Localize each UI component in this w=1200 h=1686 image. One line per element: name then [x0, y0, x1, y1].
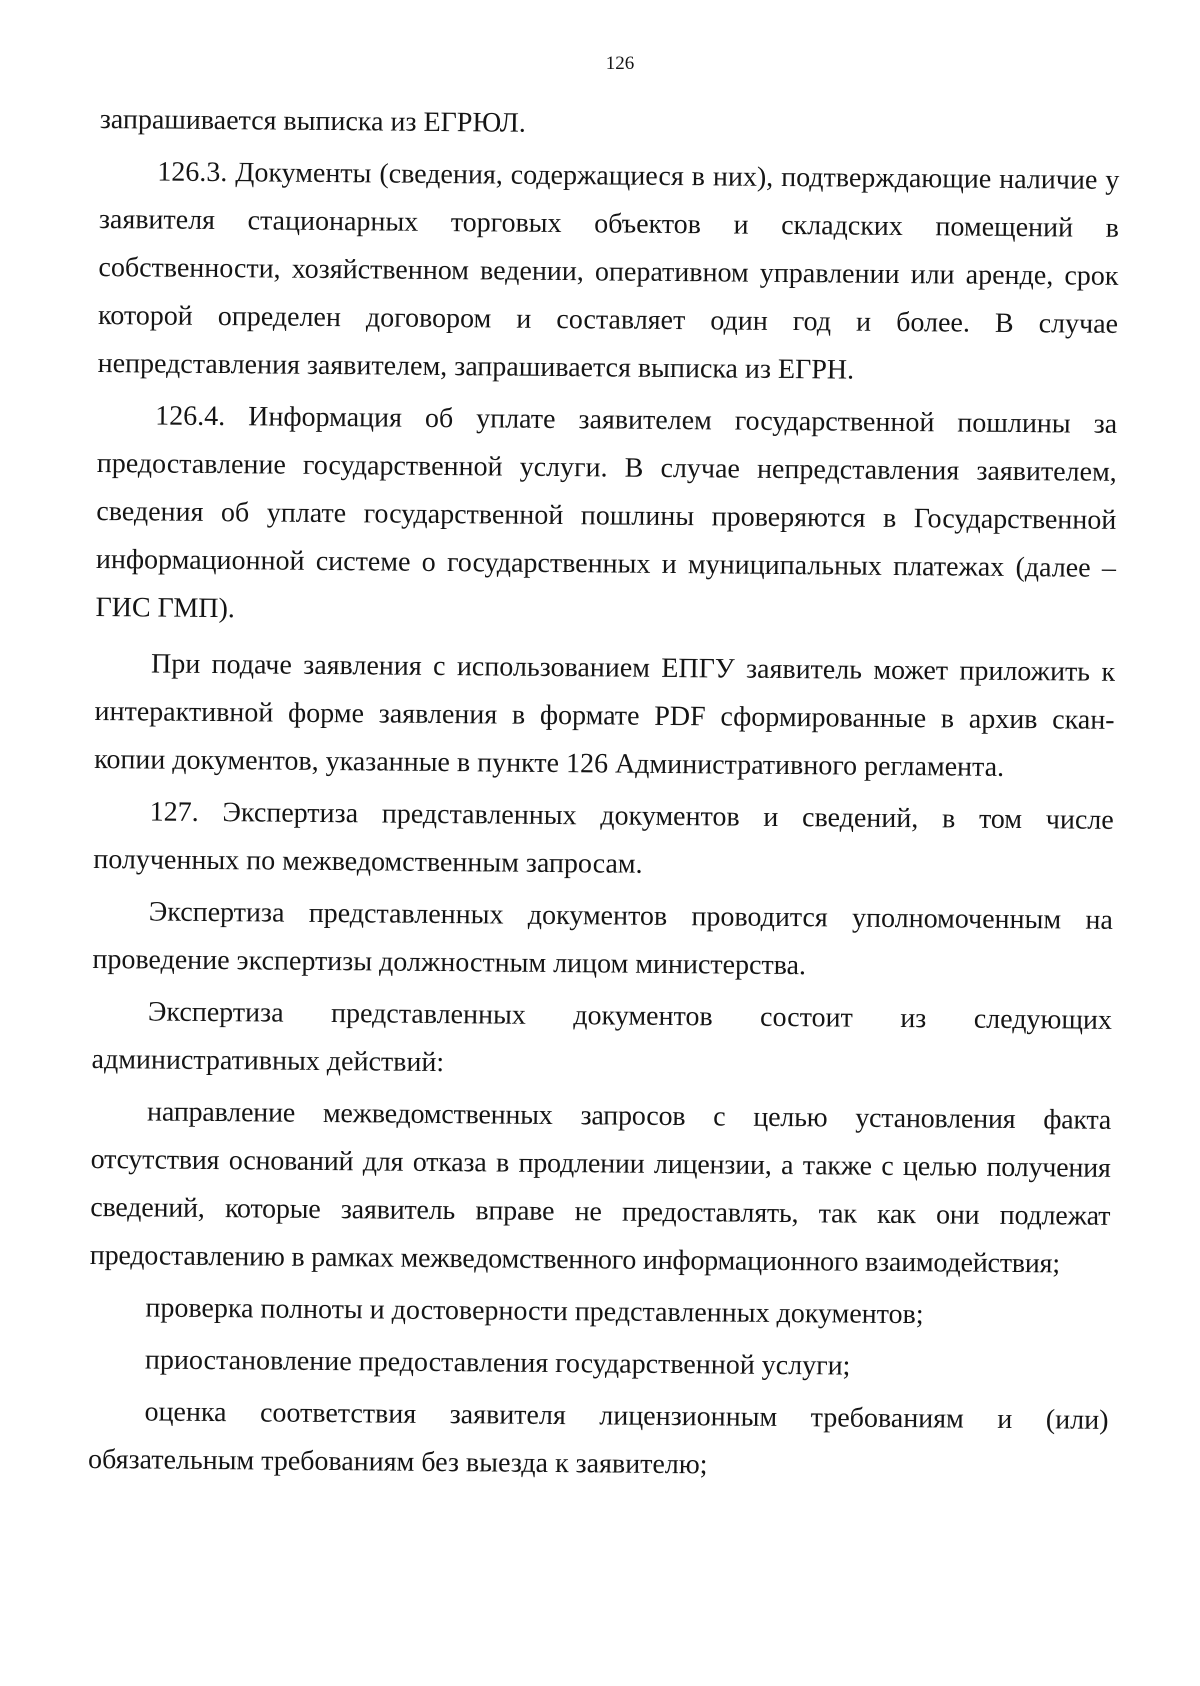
- paragraph-expertise-actions: Экспертиза представленных документов состоит из следующих административных действий:: [91, 996, 1113, 1079]
- list-item-suspension: приостановление предоставления государственной услуги;: [144, 1344, 851, 1382]
- paragraph-egrul-continuation: запрашивается выписка из ЕГРЮЛ.: [99, 103, 526, 139]
- paragraph-expertise-authority: Экспертиза представленных документов проводится уполномоченным на проведение экспертизы должностным лицом министерства.: [92, 896, 1113, 982]
- list-item-completeness-check: проверка полноты и достоверности представленных документов;: [145, 1292, 924, 1331]
- list-item-compliance-assessment: оценка соответствия заявителя лицензионным требованиям и (или) обязательным требованиям без выезда к заявителю;: [87, 1396, 1109, 1481]
- paragraph-126-4: 126.4. Информация об уплате заявителем государственной пошлины за предоставление государственной услуги. В случае непредставления заявителем, сведения об уплате государственной пошлины проверяются в Государственной информационной системе о государственных и муниципальных платежах (далее – ГИС ГМП).: [95, 400, 1118, 625]
- page-number: 126: [605, 53, 635, 74]
- paragraph-epgu-submission: При подаче заявления с использованием ЕПГУ заявитель может приложить к интерактивной форме заявления в формате PDF сформированные в архив скан-копии документов, указанные в пункте 126 Административного регламента.: [94, 648, 1116, 783]
- paragraph-126-3: 126.3. Документы (сведения, содержащиеся в них), подтверждающие наличие у заявителя стационарных торговых объектов и складских помещений в собственности, хозяйственном ведении, оперативном управлении или аренде, срок которой определен договором и составляет один год и более. В случае непредставления заявителем, запрашивается выписка из ЕГРН.: [97, 156, 1120, 386]
- document-body: [88, 96, 1120, 1497]
- list-item-interdepartmental-requests: направление межведомственных запросов с целью установления факта отсутствия оснований для отказа в продлении лицензии, а также с целью получения сведений, которые заявитель вправе не предоставлять, так как они подлежат предоставлению в рамках межведомственного информационного взаимодействия;: [89, 1096, 1112, 1280]
- paragraph-127: 127. Экспертиза представленных документов и сведений, в том числе полученных по межведомственным запросам.: [93, 796, 1114, 880]
